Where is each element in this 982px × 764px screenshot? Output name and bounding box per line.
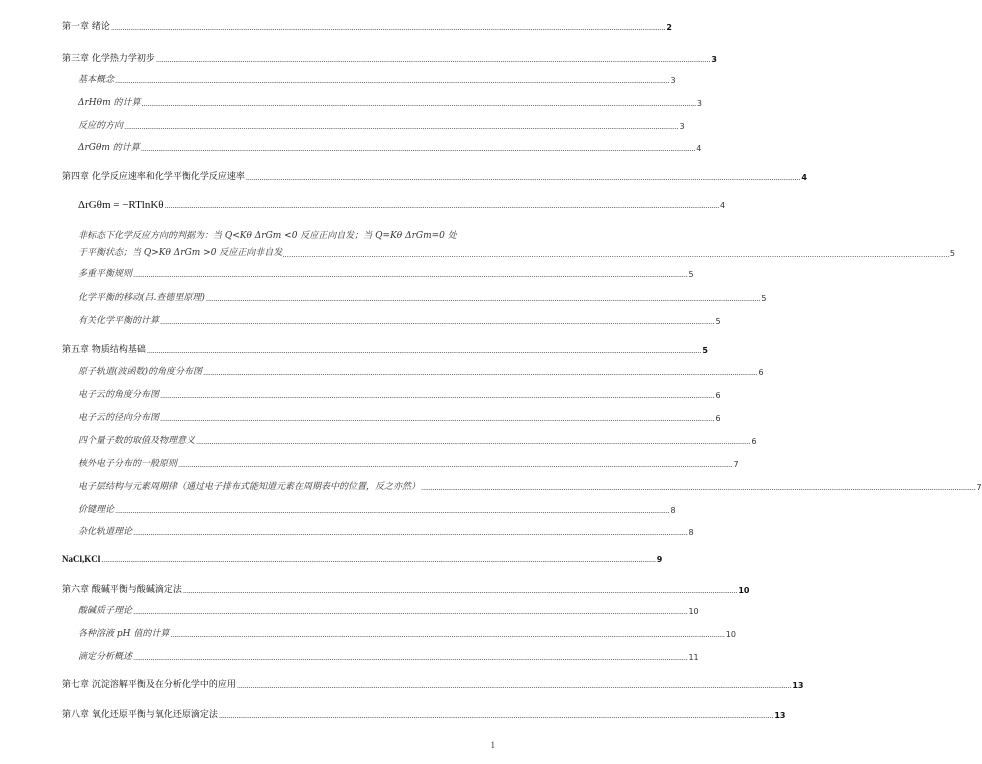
- leader-dots: [237, 682, 791, 691]
- leader-dots: [160, 415, 714, 424]
- toc-entry-label: ΔrHθm 的计算: [78, 98, 141, 108]
- toc-entry-label: 第三章 化学热力学初步: [62, 54, 155, 64]
- toc-page-number: 3: [711, 55, 717, 64]
- toc-entry-label: 四个量子数的取值及物理意义: [78, 436, 196, 446]
- leader-dots: [133, 608, 687, 617]
- toc-page-number: 6: [715, 391, 721, 400]
- leader-dots: [156, 56, 710, 65]
- toc-page-number: 10: [738, 586, 750, 595]
- toc-page-number: 5: [688, 270, 694, 279]
- toc-entry-s5-6[interactable]: [78, 482, 982, 493]
- leader-dots: [203, 369, 757, 378]
- toc-page-number: 7: [733, 460, 739, 469]
- toc-entry-label: 酸碱质子理论: [78, 606, 133, 616]
- toc-entry-s6-3[interactable]: [78, 652, 699, 663]
- toc-entry-label: 第七章 沉淀溶解平衡及在分析化学中的应用: [62, 680, 236, 690]
- toc-page-number: 4: [720, 201, 726, 210]
- toc-page-number: 8: [670, 506, 676, 515]
- toc-entry-s5-4[interactable]: [78, 436, 757, 447]
- toc-page-number: 5: [761, 294, 767, 303]
- toc-page-number: 6: [751, 437, 757, 446]
- toc-entry-label: 基本概念: [78, 75, 115, 85]
- toc-entry-label: 各种溶液 pH 值的计算: [78, 629, 170, 639]
- toc-entry-label: 电子云的角度分布图: [78, 390, 160, 400]
- toc-entry-ch7[interactable]: [62, 680, 804, 691]
- toc-entry-s4-3[interactable]: [78, 269, 694, 280]
- leader-dots: [101, 556, 655, 565]
- toc-page-number: 7: [976, 483, 982, 492]
- leader-dots: [133, 529, 687, 538]
- toc-entry-s5-8[interactable]: [78, 527, 694, 538]
- leader-dots: [141, 145, 695, 154]
- leader-dots: [133, 654, 687, 663]
- toc-page-number: 9: [656, 555, 663, 564]
- toc-entry-label: 原子轨道(波函数)的角度分布图: [78, 367, 203, 377]
- toc-page-number: 13: [774, 711, 786, 720]
- toc-entry-s5-7[interactable]: [78, 505, 676, 516]
- toc-entry-label: NaCl,KCl: [62, 554, 101, 564]
- toc-entry-label: 电子层结构与元素周期律（通过电子排布式能知道元素在周期表中的位置，反之亦然）: [78, 482, 421, 492]
- toc-entry-s4-4[interactable]: [78, 293, 767, 304]
- toc-entry-label: 第五章 物质结构基础: [62, 345, 146, 355]
- toc-entry-label: ΔrGθm 的计算: [78, 143, 140, 153]
- toc-entry-label: 多重平衡规则: [78, 269, 133, 279]
- toc-page-number: 5: [715, 317, 721, 326]
- leader-dots: [111, 24, 665, 33]
- formula-text: ΔrGθm = −RTlnKθ: [78, 199, 164, 211]
- toc-entry-s5-5[interactable]: [78, 459, 739, 470]
- leader-dots: [206, 295, 760, 304]
- toc-entry-label: 电子云的径向分布图: [78, 413, 160, 423]
- leader-dots: [178, 461, 732, 470]
- leader-dots: [196, 438, 750, 447]
- toc-entry-label: 杂化轨道理论: [78, 527, 133, 537]
- toc-entry-line2-row: [78, 245, 955, 262]
- toc-entry-line1: 非标态下化学反应方向的判据为：当 Q<Kθ ΔrGm <0 反应正向自发；当 Q=Kθ ΔrGm=0 处: [78, 231, 457, 241]
- toc-entry-s4-2[interactable]: [78, 228, 955, 262]
- leader-dots: [141, 100, 695, 109]
- toc-entry-label: 滴定分析概述: [78, 652, 133, 662]
- leader-dots: [421, 484, 975, 493]
- leader-dots: [124, 123, 678, 132]
- leader-dots: [219, 712, 773, 721]
- toc-entry-ch3[interactable]: [62, 54, 717, 65]
- toc-page-number: 3: [670, 76, 676, 85]
- toc-entry-label: 化学平衡的移动(吕.查德里原理): [78, 293, 205, 303]
- toc-page-number: 10: [688, 607, 699, 616]
- toc-page-number: 13: [792, 681, 804, 690]
- toc-page-number: 8: [688, 528, 694, 537]
- toc-entry-label: 价键理论: [78, 505, 115, 515]
- toc-entry-label: 反应的方向: [78, 121, 124, 131]
- leader-dots: [183, 587, 737, 596]
- toc-entry-s5-1[interactable]: [78, 367, 764, 378]
- toc-page-number: 2: [666, 23, 672, 32]
- toc-entry-label: 第一章 绪论: [62, 22, 110, 32]
- toc-page-number: 4: [801, 173, 807, 182]
- toc-entry-s6-2[interactable]: [78, 629, 736, 640]
- toc-entry-label: 第四章 化学反应速率和化学平衡化学反应速率: [62, 172, 245, 182]
- leader-dots: [160, 392, 714, 401]
- leader-dots: [115, 507, 669, 516]
- toc-entry-s5-2[interactable]: [78, 390, 721, 401]
- toc-entry-s5-3[interactable]: [78, 413, 721, 424]
- toc-page-number: 10: [725, 630, 736, 639]
- leader-dots: [165, 202, 719, 211]
- toc-entry-s4-1[interactable]: [78, 199, 726, 211]
- leader-dots: [133, 271, 687, 280]
- toc-page-number: 5: [702, 346, 708, 355]
- toc-page-number: 3: [696, 99, 702, 108]
- toc-page-number: 6: [758, 368, 764, 377]
- toc-entry-ch4[interactable]: [62, 172, 807, 183]
- toc-entry-ch1[interactable]: [62, 22, 672, 33]
- leader-dots: [246, 174, 800, 183]
- toc-page-number: 3: [679, 122, 685, 131]
- toc-entry-label: 核外电子分布的一般原则: [78, 459, 178, 469]
- toc-page-number: 4: [696, 144, 702, 153]
- toc-entry-label: 第八章 氧化还原平衡与氧化还原滴定法: [62, 710, 218, 720]
- leader-dots: [160, 318, 714, 327]
- leader-dots: [115, 77, 669, 86]
- toc-page-number: 6: [715, 414, 721, 423]
- leader-dots: [147, 347, 701, 356]
- toc-entry-line2: 于平衡状态；当 Q>Kθ ΔrGm >0 反应正向非自发: [78, 248, 283, 258]
- toc-entry-ch8[interactable]: [62, 710, 786, 721]
- toc-entry-s6-1[interactable]: [78, 606, 699, 617]
- toc-entry-s3-4[interactable]: [78, 143, 702, 154]
- toc-entry-s4-5[interactable]: [78, 316, 721, 327]
- toc-page-number: 11: [688, 653, 699, 662]
- page-number: 1: [490, 740, 495, 750]
- toc-entry-nacl[interactable]: [62, 554, 663, 565]
- toc-page-number: 5: [949, 249, 955, 258]
- toc-entry-label: 第六章 酸碱平衡与酸碱滴定法: [62, 585, 182, 595]
- toc-entry-s3-2[interactable]: [78, 98, 702, 109]
- leader-dots: [170, 631, 724, 640]
- toc-entry-s3-1[interactable]: [78, 75, 676, 86]
- toc-entry-ch5[interactable]: [62, 345, 708, 356]
- toc-entry-ch6[interactable]: [62, 585, 750, 596]
- toc-entry-label: 有关化学平衡的计算: [78, 316, 160, 326]
- leader-dots: ............................................................................................................................................................................................................................................................................................................: [282, 251, 950, 259]
- toc-entry-s3-3[interactable]: [78, 121, 685, 132]
